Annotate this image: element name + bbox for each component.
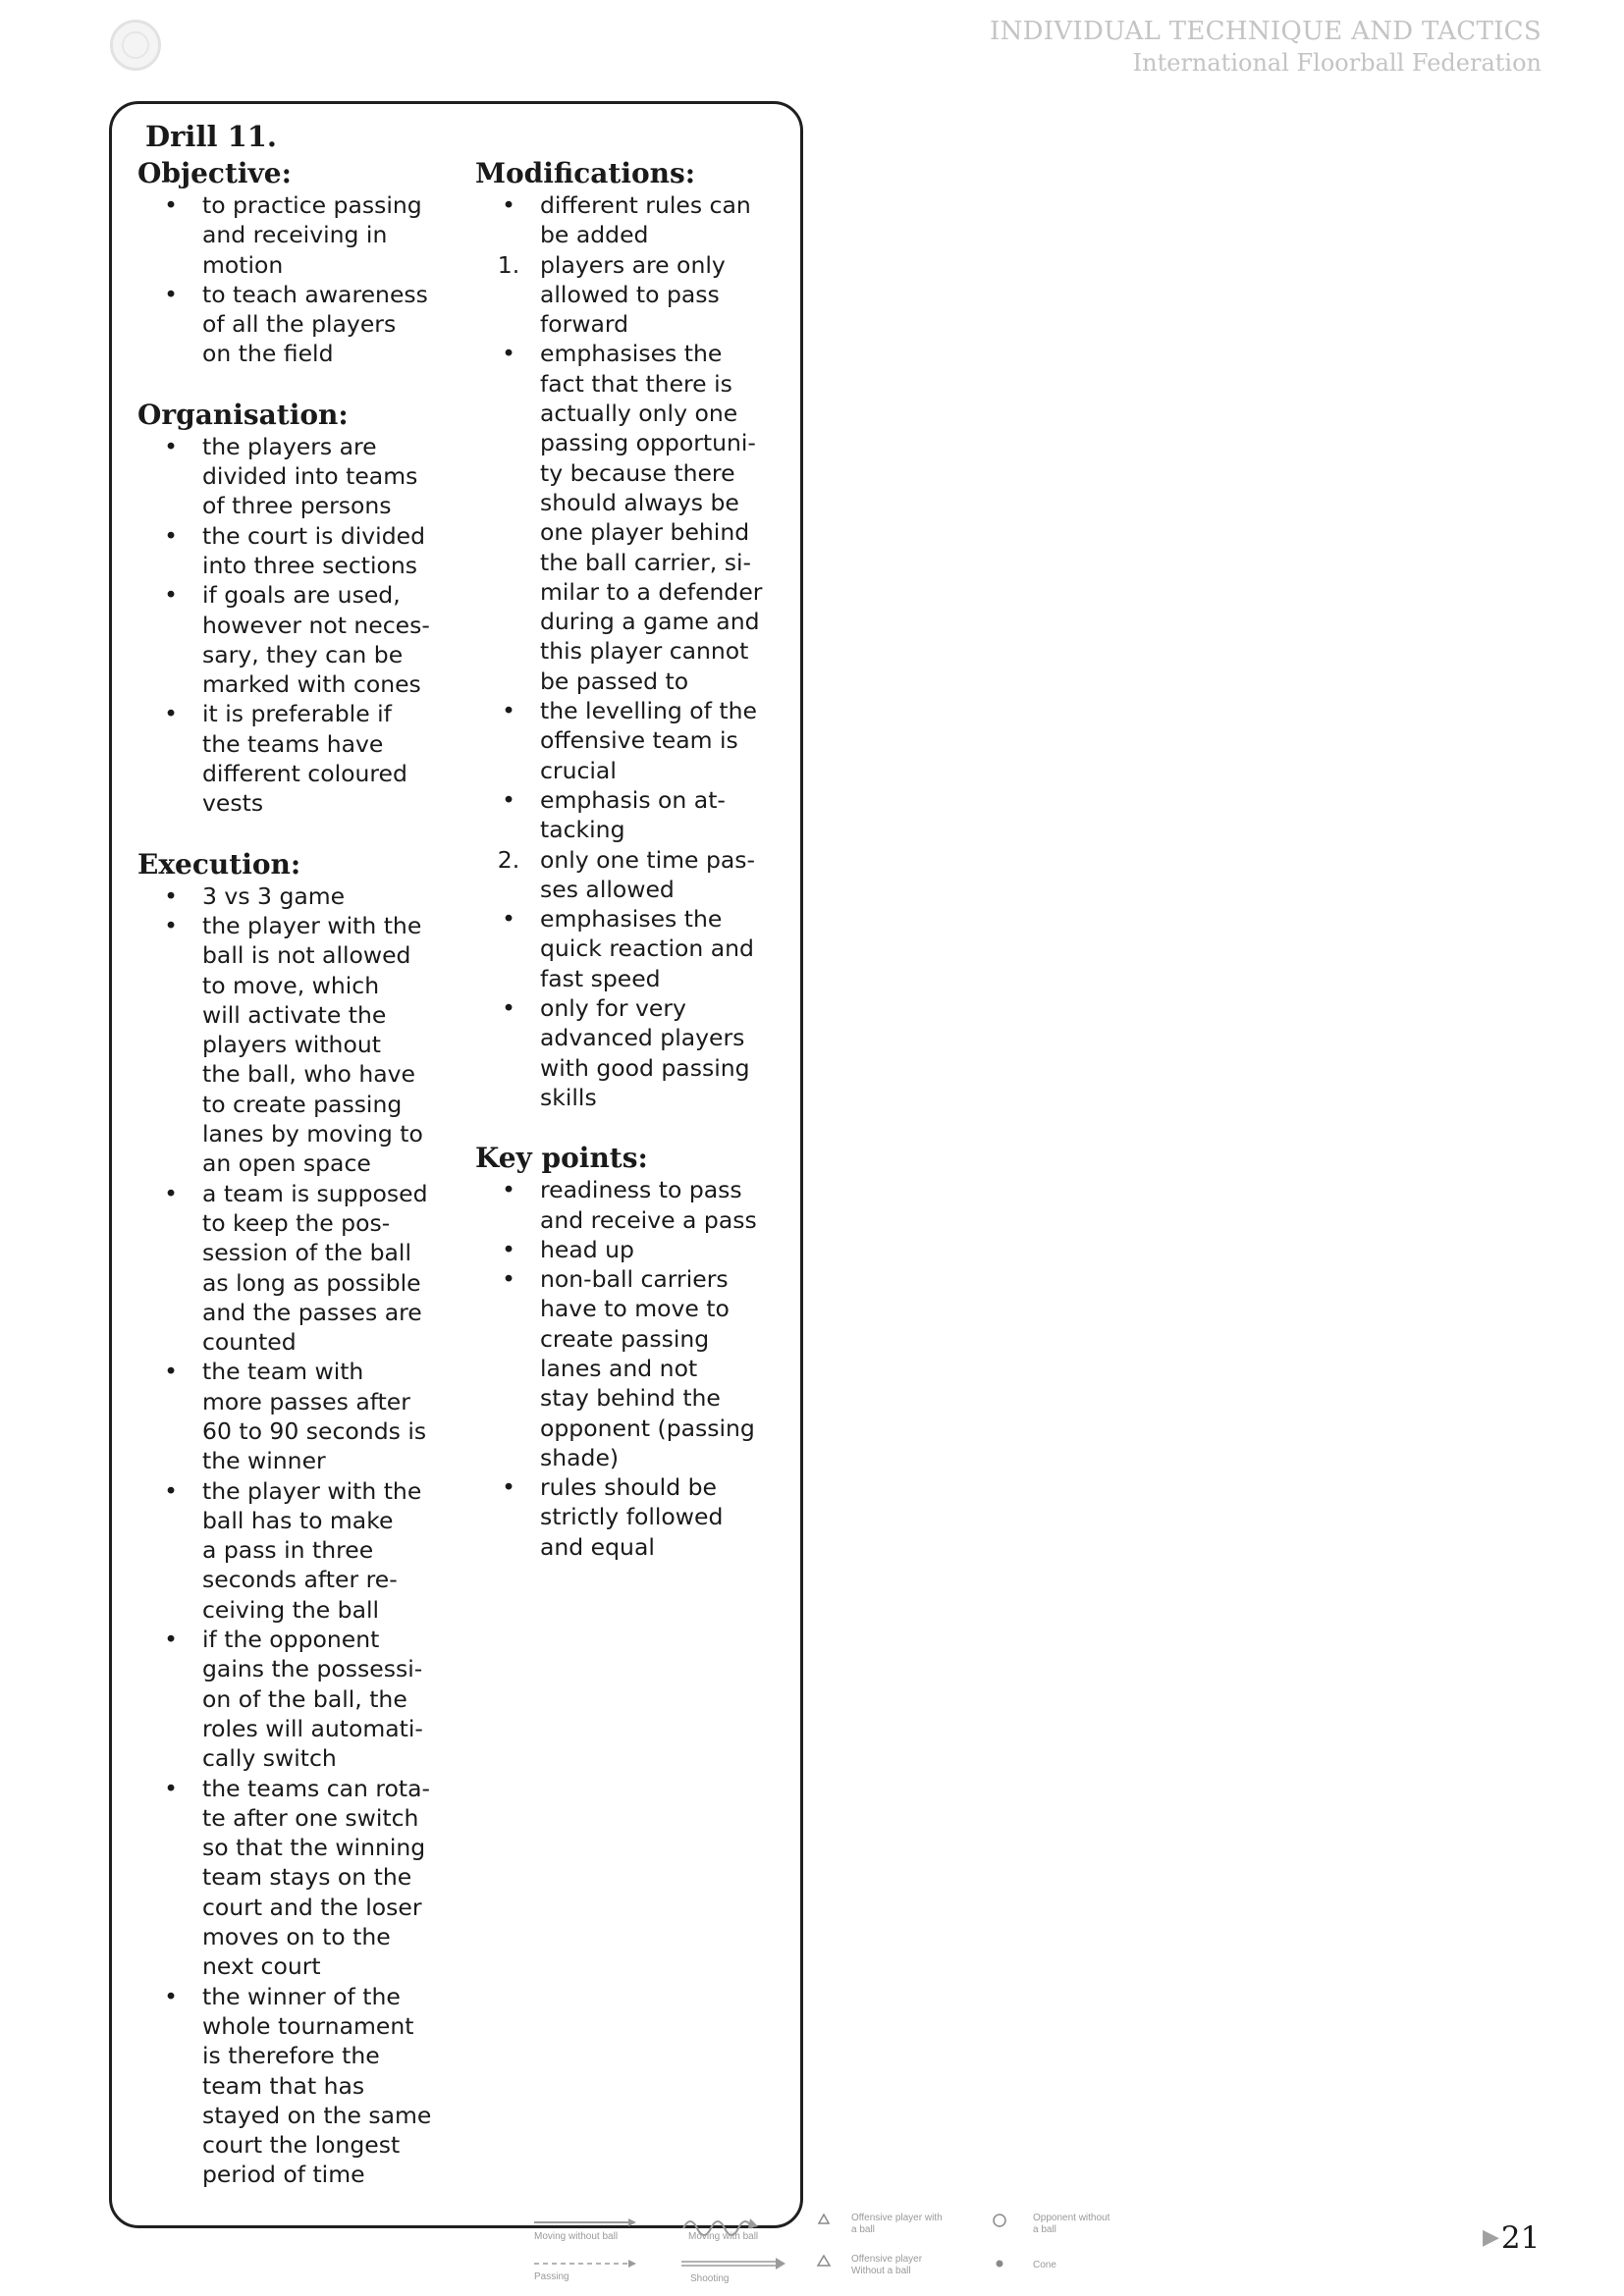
passing-arrow-icon xyxy=(534,2260,636,2268)
list-item xyxy=(137,911,432,1179)
list-item-text: the team with more passes after 60 to 90 seconds is the winner xyxy=(202,1358,427,1475)
list-item xyxy=(137,1625,432,1773)
list-item xyxy=(137,699,432,818)
list-marker: • xyxy=(502,1265,515,1294)
moving-without-ball-arrow-icon xyxy=(534,2218,636,2226)
list-marker: 1. xyxy=(497,250,520,279)
execution-section xyxy=(137,848,432,2190)
list-item xyxy=(137,1476,432,1625)
list-item xyxy=(137,190,432,280)
list-item xyxy=(137,580,432,699)
execution-heading: Execution: xyxy=(137,847,301,881)
list-item xyxy=(475,190,780,250)
legend-label-line: Without a ball xyxy=(851,2266,911,2276)
list-item xyxy=(137,1774,432,1982)
list-marker: • xyxy=(164,1626,178,1654)
list-item-text: head up xyxy=(540,1235,634,1263)
list-item-text: it is preferable if the teams have different coloured vests xyxy=(202,700,407,818)
list-item-text: if the opponent gains the possessi- on of the ball, the roles will automati- cally switch xyxy=(202,1626,423,1773)
list-marker: • xyxy=(502,994,515,1023)
list-item xyxy=(475,1235,780,1264)
list-item-text: emphasis on at- tacking xyxy=(540,785,726,844)
list-item-text: emphasises the fact that there is actually only one passing opportuni- ty because there should always be one player behind the ball carrier, si- milar to a defender during a game and this player cannot be passed to xyxy=(540,340,763,695)
list-marker: • xyxy=(164,1476,178,1505)
legend-label-offensive-without-ball xyxy=(851,2254,922,2277)
list-item-text: to practice passing and receiving in motion xyxy=(202,191,422,279)
list-item xyxy=(137,280,432,369)
list-marker: • xyxy=(502,340,515,368)
list-item-text: the player with the ball is not allowed to move, which will activate the players without the ball, who have to create passing lanes by moving to an open space xyxy=(202,911,423,1178)
list-item xyxy=(137,881,432,911)
list-marker: • xyxy=(502,785,515,814)
list-item-text: the levelling of the offensive team is crucial xyxy=(540,697,757,784)
legend-label-opponent-without-ball xyxy=(1033,2213,1110,2236)
execution-list xyxy=(137,881,432,2190)
legend-label-line: Opponent without xyxy=(1033,2213,1110,2223)
list-marker: • xyxy=(164,700,178,728)
legend-label-line: Offensive player xyxy=(851,2254,923,2265)
legend-label-cone: Cone xyxy=(1033,2260,1056,2270)
left-column xyxy=(137,157,432,2219)
list-item xyxy=(475,785,780,845)
modifications-heading: Modifications: xyxy=(475,157,696,189)
list-item xyxy=(137,1357,432,1475)
list-item xyxy=(475,845,780,905)
list-item xyxy=(475,904,780,993)
organisation-list xyxy=(137,432,432,819)
page-number xyxy=(1483,2220,1540,2256)
list-marker: • xyxy=(164,911,178,939)
key-points-list xyxy=(475,1175,780,1562)
list-item xyxy=(475,993,780,1112)
legend-label-line: Offensive player with xyxy=(851,2213,943,2223)
organisation-heading: Organisation: xyxy=(137,398,349,431)
list-item xyxy=(137,1982,432,2190)
list-marker: • xyxy=(164,432,178,460)
list-marker: • xyxy=(164,280,178,308)
list-item xyxy=(137,432,432,521)
list-item-text: the winner of the whole tournament is therefore the team that has stayed on the same court the longest period of time xyxy=(202,1982,432,2189)
organisation-section xyxy=(137,399,432,819)
iff-logo xyxy=(110,20,161,71)
drill-title: Drill 11. xyxy=(145,120,278,153)
page-arrow-icon: ▶ xyxy=(1483,2225,1499,2250)
list-item-text: a team is supposed to keep the pos- session of the ball as long as possible and the passes are counted xyxy=(202,1179,428,1357)
opponent-without-ball-icon xyxy=(994,2215,1005,2226)
list-item xyxy=(475,1175,780,1235)
list-item-text: the player with the ball has to make a pass in three seconds after re- ceiving the ball xyxy=(202,1476,422,1624)
list-marker: 2. xyxy=(497,845,520,874)
diagram-legend xyxy=(530,2209,1139,2287)
list-item-text: only one time pas- ses allowed xyxy=(540,845,755,903)
list-item-text: 3 vs 3 game xyxy=(202,881,346,910)
list-item-text: non-ball carriers have to move to create passing lanes and not stay behind the opponent (passing shade) xyxy=(540,1265,755,1471)
list-item-text: players are only allowed to pass forward xyxy=(540,250,726,339)
list-item xyxy=(475,696,780,785)
list-marker: • xyxy=(502,191,515,219)
list-marker: • xyxy=(164,1358,178,1386)
list-marker: • xyxy=(164,521,178,550)
list-item-text: the teams can rota- te after one switch so that the winning team stays on the court and the loser moves on to the next court xyxy=(202,1774,431,1981)
modifications-list xyxy=(475,190,780,1112)
running-head xyxy=(990,16,1542,79)
list-item xyxy=(475,1264,780,1472)
key-points-section xyxy=(475,1142,780,1562)
list-marker: • xyxy=(502,1473,515,1502)
list-item-text: rules should be strictly followed and equal xyxy=(540,1473,724,1561)
list-marker: • xyxy=(502,1176,515,1204)
legend-label-offensive-with-ball xyxy=(851,2213,943,2236)
list-marker: • xyxy=(164,191,178,219)
list-item-text: readiness to pass and receive a pass xyxy=(540,1176,757,1234)
legend-label-shooting: Shooting xyxy=(690,2273,730,2284)
key-points-heading: Key points: xyxy=(475,1142,648,1175)
list-item xyxy=(137,1179,432,1358)
legend-label-line: a ball xyxy=(851,2224,875,2235)
modifications-section xyxy=(475,157,780,1112)
list-item-text: only for very advanced players with good passing skills xyxy=(540,994,750,1111)
legend-label-moving-with-ball: Moving with ball xyxy=(688,2231,759,2242)
list-marker: • xyxy=(502,905,515,934)
list-item xyxy=(475,250,780,340)
list-item xyxy=(475,339,780,696)
legend-label-passing: Passing xyxy=(534,2271,569,2282)
objective-list xyxy=(137,190,432,369)
page-number-value: 21 xyxy=(1500,2220,1541,2256)
offensive-player-without-ball-icon xyxy=(818,2256,830,2266)
list-marker: • xyxy=(502,1235,515,1263)
list-marker: • xyxy=(164,881,178,910)
list-marker: • xyxy=(164,581,178,610)
list-item-text: different rules can be added xyxy=(540,191,751,249)
list-item-text: the players are divided into teams of three persons xyxy=(202,432,418,520)
objective-heading: Objective: xyxy=(137,157,292,189)
list-marker: • xyxy=(164,1774,178,1802)
list-item xyxy=(475,1472,780,1562)
list-item-text: to teach awareness of all the players on the field xyxy=(202,280,428,368)
legend-label-line: a ball xyxy=(1033,2224,1056,2235)
list-item-text: emphasises the quick reaction and fast speed xyxy=(540,905,754,992)
running-head-title: INDIVIDUAL TECHNIQUE AND TACTICS xyxy=(990,17,1542,46)
cone-icon xyxy=(997,2261,1003,2268)
list-marker: • xyxy=(164,1179,178,1207)
offensive-player-with-ball-icon xyxy=(819,2215,829,2223)
list-marker: • xyxy=(502,697,515,725)
running-head-subtitle: International Floorball Federation xyxy=(1132,49,1542,77)
legend-label-moving-without-ball: Moving without ball xyxy=(534,2231,619,2242)
right-column xyxy=(475,157,780,1591)
list-marker: • xyxy=(164,1982,178,2010)
list-item-text: the court is divided into three sections xyxy=(202,521,425,579)
list-item-text: if goals are used, however not neces- sary, they can be marked with cones xyxy=(202,581,430,699)
shooting-arrow-icon xyxy=(681,2258,785,2269)
list-item xyxy=(137,521,432,581)
objective-section xyxy=(137,157,432,369)
